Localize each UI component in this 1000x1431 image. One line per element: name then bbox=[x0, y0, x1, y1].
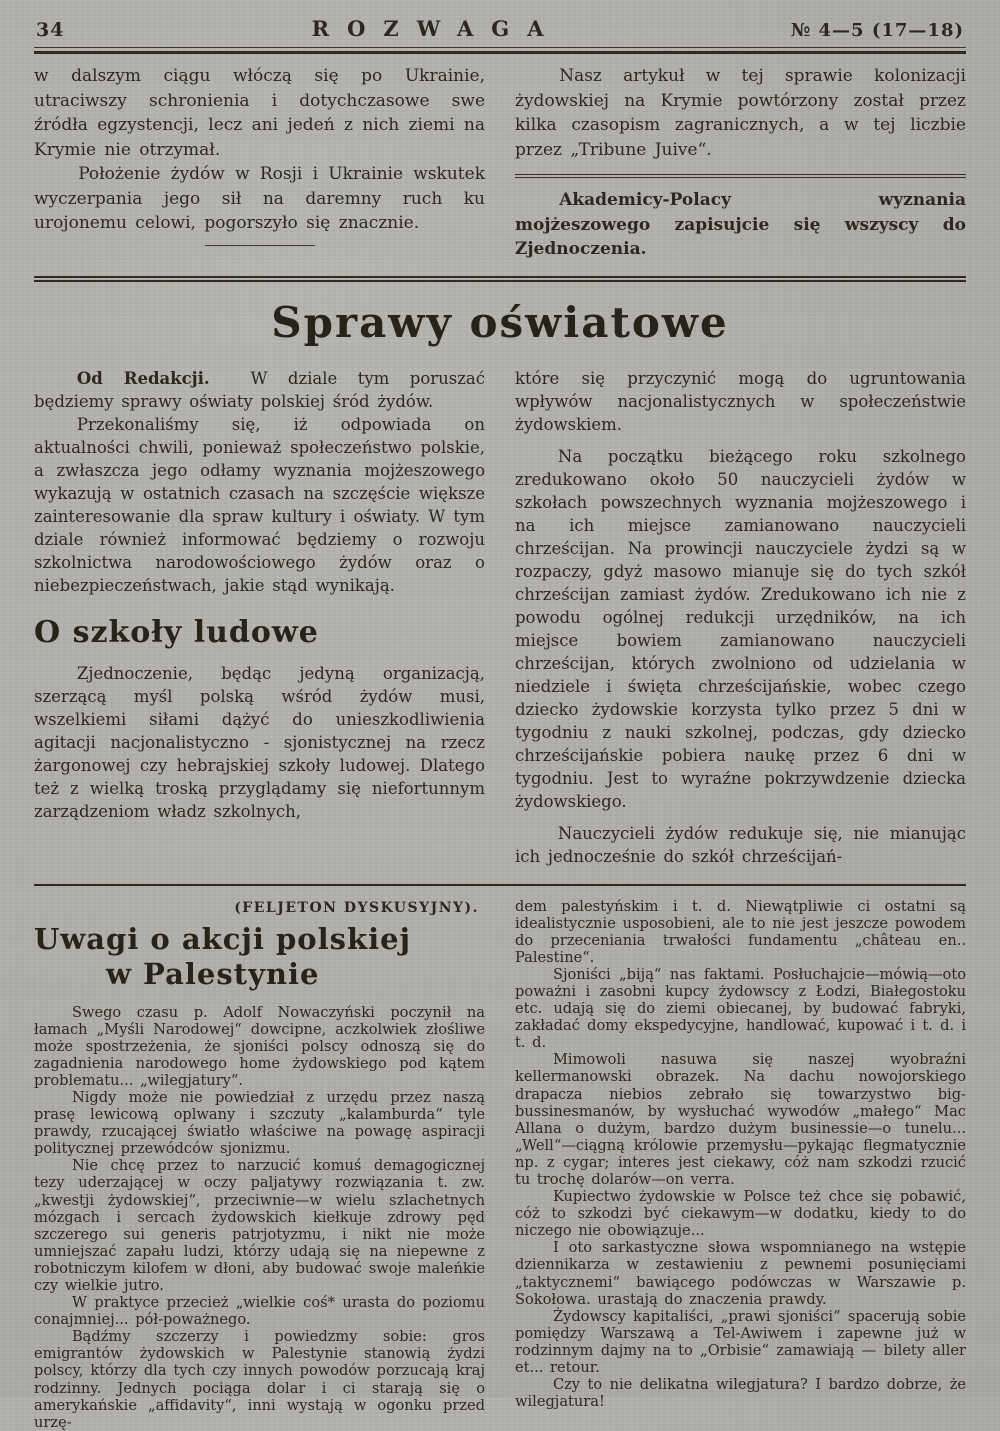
paragraph: Nauczycieli żydów redukuje się, nie mianując ich jednocześnie do szkół chrześcijań- bbox=[515, 823, 966, 866]
paragraph: Swego czasu p. Adolf Nowaczyński poczynił na łamach „Myśli Narodowej“ dowcipne, aczkolwiek złośliwe może spostrzeżenia, że sjoniści polscy odnoszą się do zagadnienia narodowego home żydowskiego pod kątem problematu... „wilegjatury“. bbox=[34, 1003, 485, 1089]
paragraph: Mimowoli nasuwa się naszej wyobraźni kellermanowski obrazek. Na dachu nowojorskiego drapacza niebios zebrało się towarzystwo big-bussinesmanów, by wysłuchać wywodów „małego“ Mac Allana o dużym, bardzo dużym businessie—o tunelu... „Well“—ciągną królowie przemysłu—pykając flegmatycznie np. z cygar; interes jest ciekawy, cóż nam szkodzi rzucić tu trochę dolarów—on verra. bbox=[515, 1051, 966, 1188]
editorial-paragraph bbox=[34, 367, 485, 413]
paragraph: Na początku bieżącego roku szkolnego zredukowano około 50 nauczycieli żydów w szkołach powszechnych wyznania mojżeszowego i na ich miejsce zamianowano nauczycieli chrześcijan. Na prowincji nauczyciele żydzi są w rozpaczy, gdyż masowo mianuje się do tych szkół chrześcijan zamiast żydów. Zredukowano ich nie z powodu ogólnej redukcji urzędników, na ich miejsce bowiem zamianowano nauczycieli chrześcijan, których zwolniono od udzielania w niedziele i święta chrześcijańskie, wobec czego dziecko żydowskie korzysta tylko przez 5 dni w tygodniu z nauki szkolnej, podczas, gdy dziecko chrześcijańskie pobiera naukę przez 6 dni w tygodniu. Jest to wyraźne pokrzywdzenie dziecka żydowskiego. bbox=[515, 446, 966, 811]
paragraph: Przekonaliśmy się, iż odpowiada on aktualności chwili, ponieważ społeczeństwo polskie, a zwłaszcza jego odłamy wyznania mojżeszowego wykazują w ostatnich czasach na szczęście większe zainteresowanie dla spraw kultury i oświaty. W tym dziale również informować będziemy o rozwoju szkolnictwa narodowościowego żydów oraz o niebezpieczeństwach, jakie stąd wynikają. bbox=[34, 414, 485, 595]
paragraph: Nasz artykuł w tej sprawie kolonizacji żydowskiej na Krymie powtórzony został przez kilka czasopism zagranicznych, a w tej liczbie przez „Tribune Juive“. bbox=[515, 66, 966, 160]
paragraph: I oto sarkastyczne słowa wspomnianego na wstępie dziennikarza w zestawieniu z pewnemi posunięciami „taktycznemi“ bawiącego podówczas w Warszawie p. Sokołowa. urastają do znaczenia prawdy. bbox=[515, 1239, 966, 1308]
feljeton-title-line1: Uwagi o akcji polskiej bbox=[34, 921, 412, 956]
section-divider bbox=[34, 276, 966, 282]
intro-section bbox=[34, 64, 966, 262]
feljeton-left-column bbox=[34, 898, 485, 1431]
paragraph: W praktyce przecież „wielkie coś* urasta do poziomu conajmniej... pół-poważnego. bbox=[34, 1294, 485, 1329]
oswiatowe-left-column bbox=[34, 367, 485, 868]
short-divider bbox=[205, 245, 315, 246]
feljeton-title bbox=[34, 922, 485, 992]
paragraph: dem palestyńskim i t. d. Niewątpliwie ci ostatni są idealistycznie usposobieni, ale to nie jest jeszcze powodem do przeceniania trwałości fundamentu „château en.. Palestine“. bbox=[515, 897, 966, 966]
intro-right-column bbox=[515, 64, 966, 262]
paragraph: Kupiectwo żydowskie w Polsce też chce się pobawić, cóż to szkodzi być ciekawym—w dodatku, kiedy to do niczego nie obowiązuje... bbox=[515, 1188, 966, 1240]
editorial-rest: W dziale tym poruszać będziemy sprawy oświaty polskiej śród żydów. bbox=[34, 368, 485, 411]
section-divider bbox=[34, 884, 966, 886]
paragraph: które się przyczynić mogą do ugruntowania wpływów nacjonalistycznych w społeczeństwie żydowskiem. bbox=[515, 368, 966, 434]
paragraph: Bądźmy szczerzy i powiedzmy sobie: gros emigrantów żydowskich w Palestynie stanowią żydzi polscy, którzy dla tych czy innych powodów porzucają kraj rodzinny. Jednych pociąga dolar i ci starają się o amerykańskie „affidavity“, inni wystają w ogonku przed urzę- bbox=[34, 1328, 485, 1431]
feljeton-title-line2: w Palestynie bbox=[106, 956, 320, 991]
newspaper-title: ROZWAGA bbox=[311, 16, 562, 41]
oswiatowe-section bbox=[34, 367, 966, 868]
union-notice: Akademicy-Polacy wyznania mojżeszowego zapisujcie się wszyscy do Zjednoczenia. bbox=[515, 190, 966, 259]
paragraph: Położenie żydów w Rosji i Ukrainie wskutek wyczerpania jego sił na daremny ruch ku urojonemu celowi, pogorszyło się znacznie. bbox=[34, 164, 485, 233]
subsection-title: O szkoły ludowe bbox=[34, 614, 319, 650]
issue-number: № 4—5 (17—18) bbox=[790, 20, 964, 41]
page-number: 34 bbox=[36, 19, 65, 41]
intro-left-column bbox=[34, 64, 485, 262]
oswiatowe-right-column bbox=[515, 367, 966, 868]
column-divider bbox=[515, 174, 966, 178]
feljeton-kicker: (FELJETON DYSKUSYJNY). bbox=[234, 899, 479, 916]
paragraph: Nie chcę przez to narzucić komuś demagogicznej tezy uderzającej w oczy paljatywy rozwiązania t. zw. „kwestji żydowskiej“, przeciwnie—w wielu szlachetnych mózgach i sercach żydowskich kiełkuje zdrowy pęd szczerego sui generis patrjotyzmu, i nikt nie może umniejszać zapału ludzi, którzy udają się na niepewne z robotniczym kilofem w dłoni, aby budować swoje maleńkie czy wielkie jutro. bbox=[34, 1157, 485, 1294]
masthead bbox=[34, 12, 966, 48]
paragraph: Zjednoczenie, będąc jedyną organizacją, szerzącą myśl polską wśród żydów musi, wszelkiemi siłami dążyć do unieszkodliwienia agitacji nacjonalistyczno - sjonistycznej na rzecz żargonowej czy hebrajskiej szkoły ludowej. Dlatego też z wielką troską przyglądamy się niefortunnym zarządzeniom władz szkolnych, bbox=[34, 663, 485, 821]
paragraph: Czy to nie delikatna wilegjatura? I bardzo dobrze, że wilegjatura! bbox=[515, 1376, 966, 1411]
editorial-lead: Od Redakcji. bbox=[76, 368, 210, 388]
section-title: Sprawy oświatowe bbox=[271, 297, 729, 347]
feljeton-right-column bbox=[515, 898, 966, 1431]
header-rule bbox=[34, 51, 966, 54]
paragraph: Sjoniści „biją“ nas faktami. Posłuchajcie—mówią—oto poważni i zasobni kupcy żydowscy z Łodzi, Białegostoku etc. udają się do ziemi obiecanej, by budować fabryki, zakładać domy ekspedycyjne, handlować, kupować i t. d. i t. d. bbox=[515, 965, 966, 1052]
paragraph: Żydowscy kapitaliści, „prawi sjoniści“ spacerują sobie pomiędzy Warszawą a Tel-Awiwem i zapewne już w rodzinnym dajmy na to „Orbisie“ zamawiają — bilety aller et... retour. bbox=[515, 1307, 966, 1377]
paragraph: Nigdy może nie powiedział z urzędu przez naszą prasę lewicową oplwany i szczuty „kalamburda“ tyle prawdy, rzucającej światło właściwe na powagę aspiracji politycznej przewódców sjonizmu. bbox=[34, 1088, 485, 1158]
paragraph: w dalszym ciągu włóczą się po Ukrainie, utraciwszy schronienia i dotychczasowe swe źródła egzystencji, lecz ani jedeń z nich ziemi na Krymie nie otrzymał. bbox=[34, 66, 485, 160]
feljeton-section bbox=[34, 898, 966, 1431]
